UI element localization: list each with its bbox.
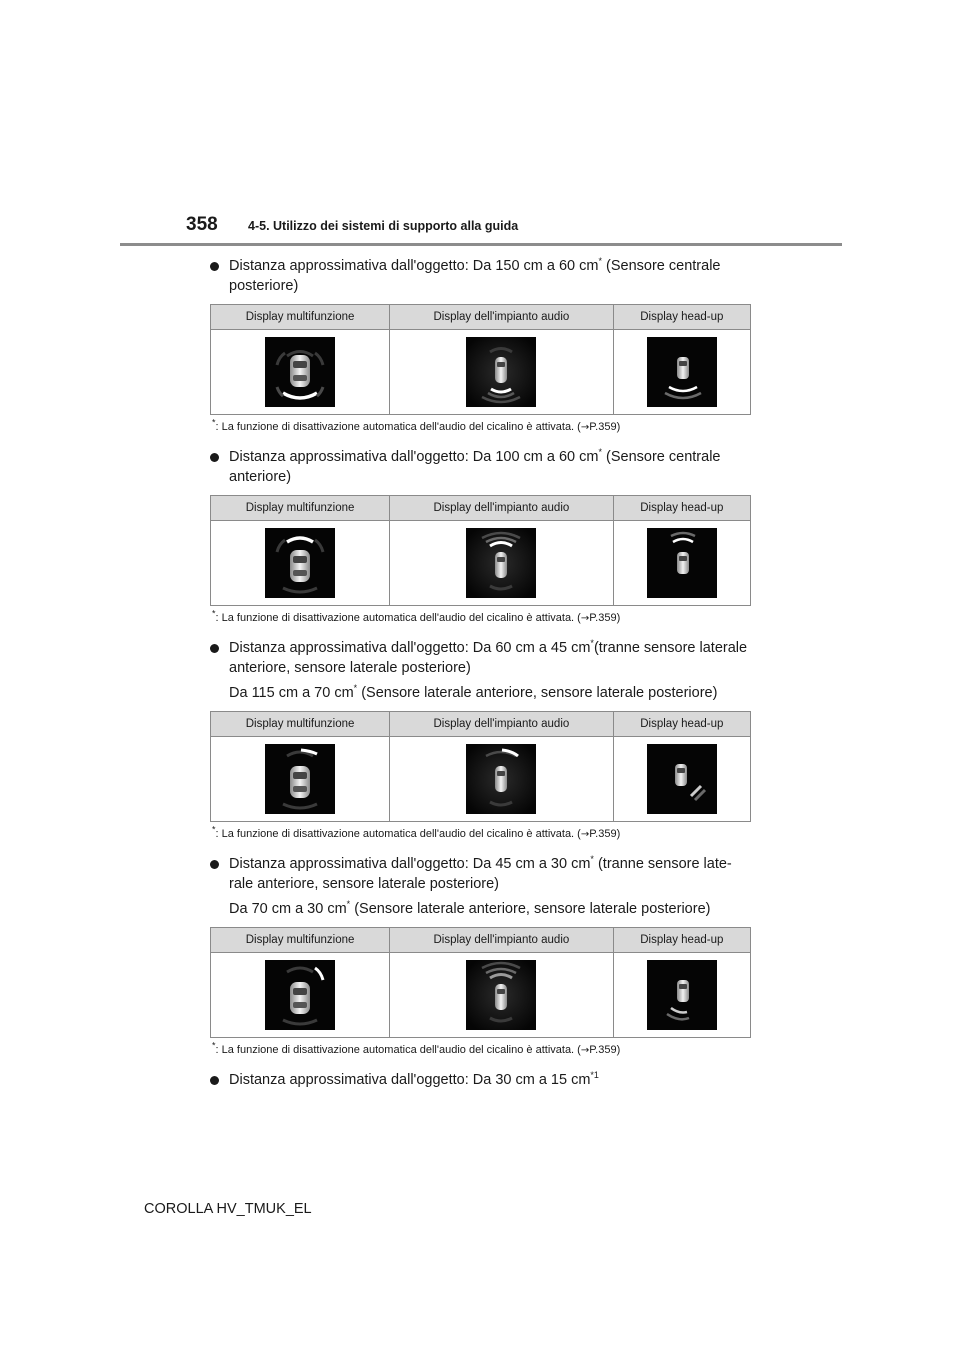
multifunction-display-cell — [211, 330, 390, 415]
column-header-headup: Display head-up — [613, 305, 750, 330]
section-title: 4-5. Utilizzo dei sistemi di supporto alla guida — [248, 219, 519, 233]
car-front-sensor-icon — [647, 528, 717, 598]
page-content — [210, 256, 751, 1098]
column-header-headup: Display head-up — [613, 712, 750, 737]
display-table — [210, 495, 751, 606]
car-front-sensor-icon — [265, 528, 335, 598]
distance-bullet — [210, 854, 751, 919]
column-header-headup: Display head-up — [613, 496, 750, 521]
car-rear-sensor-icon — [466, 337, 536, 407]
footer-model-code: COROLLA HV_TMUK_EL — [144, 1201, 312, 1217]
display-table — [210, 304, 751, 415]
bullet-text-secondary: Da 115 cm a 70 cm* (Sensore laterale anteriore, sensore laterale posteriore) — [229, 683, 718, 701]
headup-display-cell — [613, 953, 750, 1038]
headup-display-cell — [613, 737, 750, 822]
footnote: *: La funzione di disattivazione automatica dell'audio del cicalino è attivata. (→P.359) — [212, 608, 621, 624]
distance-bullet — [210, 638, 751, 703]
bullet-icon — [210, 262, 219, 271]
car-rear-sensor-icon — [265, 337, 335, 407]
distance-bullet — [210, 1070, 751, 1090]
column-header-multifunction: Display multifunzione — [211, 712, 390, 737]
car-corner-sensor-icon — [647, 744, 717, 814]
header-rule — [120, 243, 842, 246]
bullet-text: Distanza approssimativa dall'oggetto: Da 150 cm a 60 cm* (Sensore centrale posteriore) — [229, 256, 721, 294]
distance-bullet — [210, 447, 751, 487]
car-corner-sensor-icon — [265, 960, 335, 1030]
footnote: *: La funzione di disattivazione automatica dell'audio del cicalino è attivata. (→P.359) — [212, 824, 621, 840]
car-corner-sensor-icon — [466, 744, 536, 814]
display-table — [210, 711, 751, 822]
distance-bullet — [210, 256, 751, 296]
bullet-text: Distanza approssimativa dall'oggetto: Da 45 cm a 30 cm* (tranne sensore late-rale anteriore, sensore laterale posteriore) — [229, 854, 732, 892]
footnote: *: La funzione di disattivazione automatica dell'audio del cicalino è attivata. (→P.359) — [212, 417, 621, 433]
multifunction-display-cell — [211, 521, 390, 606]
column-header-multifunction: Display multifunzione — [211, 305, 390, 330]
headup-display-cell — [613, 521, 750, 606]
display-table — [210, 927, 751, 1038]
headup-display-cell — [613, 330, 750, 415]
audio-display-cell — [390, 737, 613, 822]
audio-display-cell — [390, 953, 613, 1038]
bullet-text: Distanza approssimativa dall'oggetto: Da 60 cm a 45 cm*(tranne sensore laterale anteriore, sensore laterale posteriore) — [229, 638, 748, 676]
page-number: 358 — [186, 214, 218, 235]
multifunction-display-cell — [211, 737, 390, 822]
bullet-icon — [210, 860, 219, 869]
car-corner-sensor-icon — [647, 960, 717, 1030]
car-corner-sensor-icon — [466, 960, 536, 1030]
multifunction-display-cell — [211, 953, 390, 1038]
audio-display-cell — [390, 521, 613, 606]
footnote: *: La funzione di disattivazione automatica dell'audio del cicalino è attivata. (→P.359) — [212, 1040, 621, 1056]
column-header-multifunction: Display multifunzione — [211, 496, 390, 521]
bullet-icon — [210, 644, 219, 653]
column-header-audio: Display dell'impianto audio — [390, 496, 613, 521]
bullet-text: Distanza approssimativa dall'oggetto: Da 30 cm a 15 $cm^{*1}$ — [229, 1070, 599, 1088]
car-front-sensor-icon — [466, 528, 536, 598]
car-corner-sensor-icon — [265, 744, 335, 814]
column-header-headup: Display head-up — [613, 928, 750, 953]
car-rear-sensor-icon — [647, 337, 717, 407]
column-header-audio: Display dell'impianto audio — [390, 928, 613, 953]
bullet-text: Distanza approssimativa dall'oggetto: Da 100 cm a 60 cm* (Sensore centrale anteriore) — [229, 447, 721, 485]
column-header-audio: Display dell'impianto audio — [390, 305, 613, 330]
bullet-text-secondary: Da 70 cm a 30 cm* (Sensore laterale anteriore, sensore laterale posteriore) — [229, 899, 711, 917]
audio-display-cell — [390, 330, 613, 415]
column-header-multifunction: Display multifunzione — [211, 928, 390, 953]
bullet-icon — [210, 1076, 219, 1085]
column-header-audio: Display dell'impianto audio — [390, 712, 613, 737]
bullet-icon — [210, 453, 219, 462]
